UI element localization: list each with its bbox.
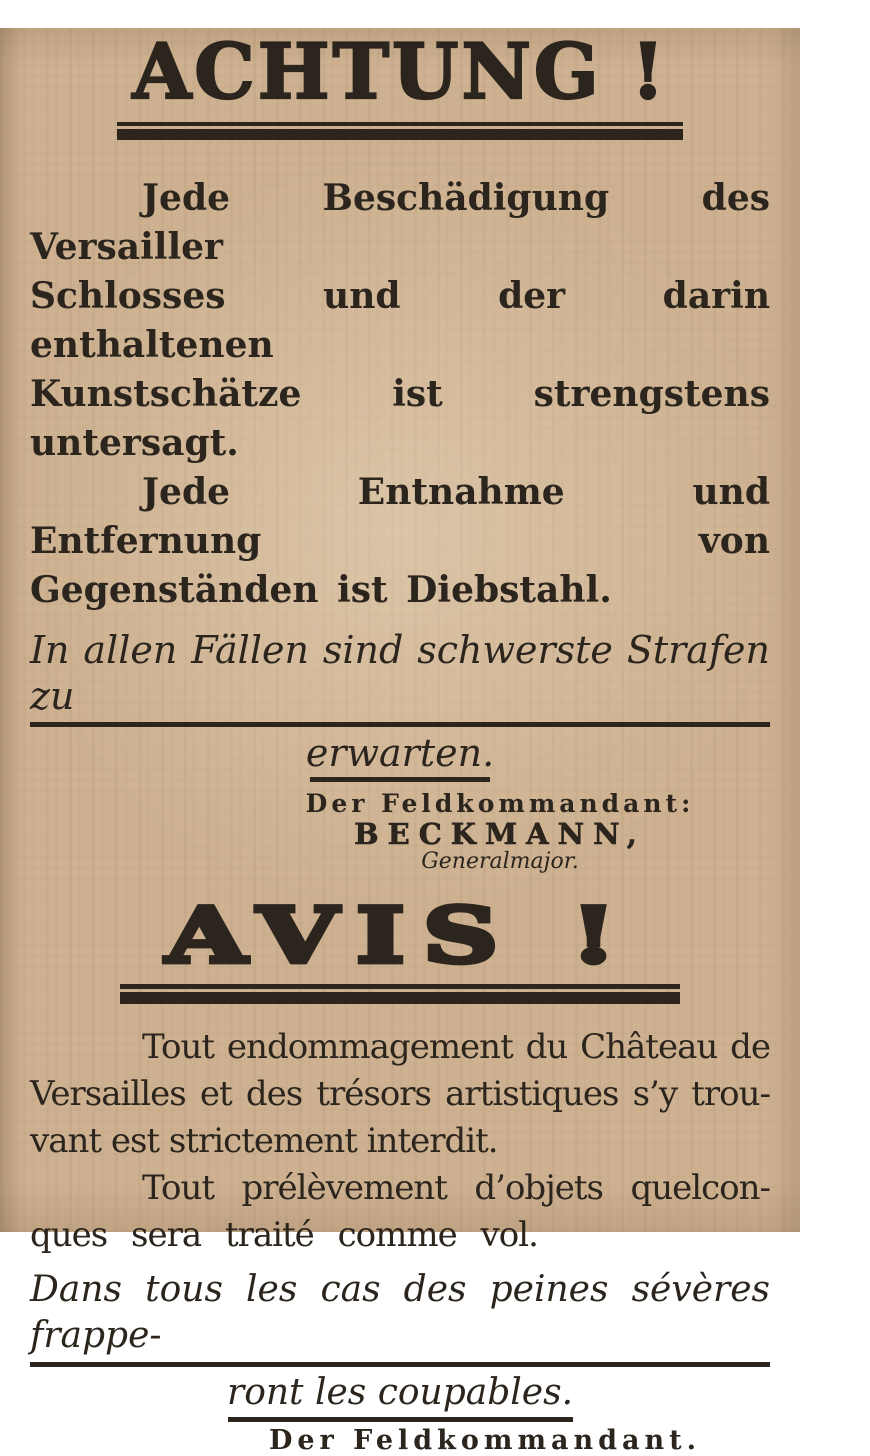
german-paragraph-1 (30, 174, 770, 468)
rule-thin (117, 122, 683, 126)
french-headline-rule (120, 984, 680, 1004)
french-warning-underline1 (30, 1362, 770, 1367)
german-warning-underline1 (30, 722, 770, 727)
german-para1-line1: Jede Beschädigung des Versailler (30, 177, 770, 268)
french-warning-underline2 (228, 1417, 573, 1422)
german-warning-underline2 (310, 777, 490, 782)
german-para2-line2: Gegenständen ist Diebstahl. (30, 569, 612, 611)
french-para2-line2: ques sera traité comme vol. (30, 1215, 538, 1255)
french-paragraph-1 (30, 1024, 770, 1165)
german-signature-rank: Generalmajor. (421, 849, 579, 874)
french-warning-line2: ront les coupables. (226, 1372, 574, 1413)
german-warning-line1: In allen Fällen sind schwerste Strafen zu (30, 628, 770, 718)
german-signature-block (130, 790, 870, 874)
german-paragraph-2 (30, 468, 770, 615)
german-para1-line3: Kunstschätze ist strengstens untersagt. (30, 373, 770, 464)
german-signature-name: BECKMANN, (354, 817, 646, 851)
french-para1-line2: Versailles et des trésors artistiques s’y trou- (30, 1074, 770, 1114)
german-warning-line2: erwarten. (305, 731, 495, 775)
german-headline: ACHTUNG ! (132, 27, 668, 116)
french-paragraph-2 (30, 1165, 770, 1259)
german-signature-title: Der Feldkommandant: (305, 789, 695, 818)
french-para1-line1: Tout endommagement du Château de (142, 1027, 770, 1067)
french-signature-title: Der Feldkommandant. (268, 1425, 702, 1456)
rule-thin (120, 984, 680, 989)
french-warning-line1: Dans tous les cas des peines sévères frappe- (30, 1269, 770, 1356)
rule-thick (120, 992, 680, 1004)
rule-thick (117, 129, 683, 140)
german-para1-line2: Schlosses und der darin enthaltenen (30, 275, 770, 366)
french-headline-text: AVIS ! (165, 890, 635, 980)
french-headline (30, 890, 770, 980)
german-headline-rule (117, 122, 683, 140)
proclamation-poster (0, 27, 800, 1456)
french-para1-line3: vant est strictement interdit. (30, 1121, 498, 1161)
french-para2-line1: Tout prélèvement d’objets quelcon- (142, 1168, 770, 1208)
german-para2-line1: Jede Entnahme und Entfernung von (30, 471, 770, 562)
